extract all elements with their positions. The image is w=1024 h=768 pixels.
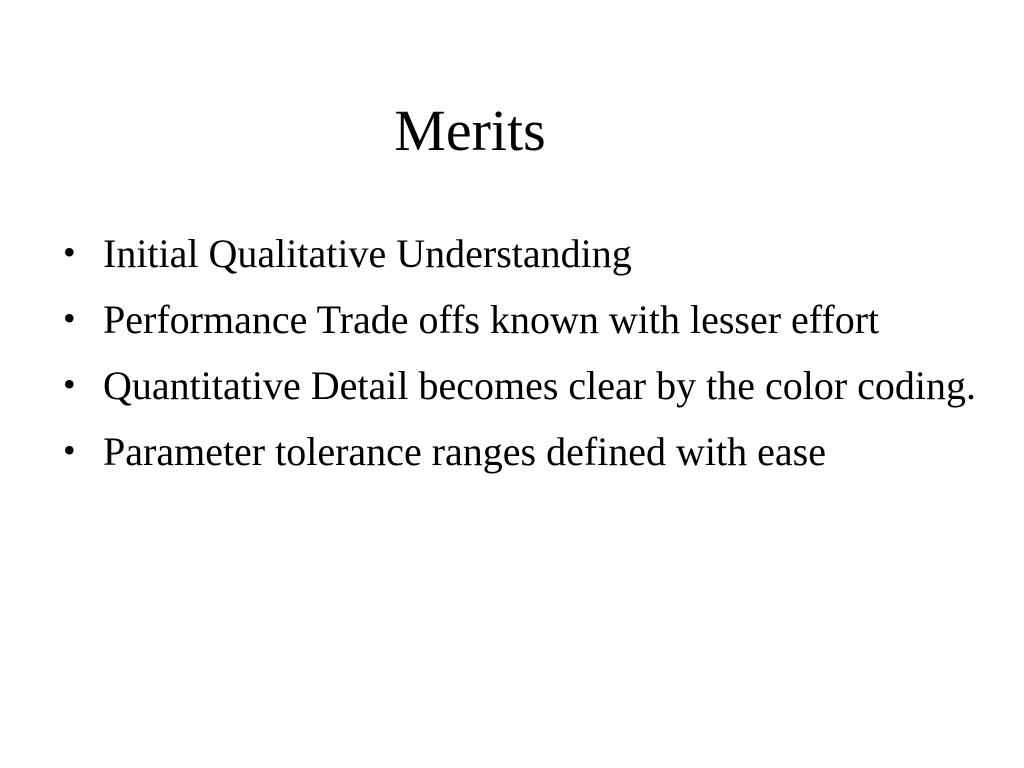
bullet-text: Performance Trade offs known with lesser effort bbox=[103, 297, 880, 342]
bullet-list bbox=[63, 230, 983, 494]
bullet-text: Parameter tolerance ranges defined with ease bbox=[103, 429, 826, 474]
bullet-text: Quantitative Detail becomes clear by the color coding. bbox=[103, 363, 977, 408]
bullet-text: Initial Qualitative Understanding bbox=[103, 231, 632, 276]
bullet-item bbox=[63, 230, 983, 278]
bullet-icon: • bbox=[63, 232, 76, 272]
bullet-item bbox=[63, 362, 983, 410]
bullet-icon: • bbox=[63, 298, 76, 338]
bullet-icon: • bbox=[63, 430, 76, 470]
slide-title: Merits bbox=[394, 98, 546, 163]
bullet-item bbox=[63, 296, 983, 344]
bullet-item bbox=[63, 428, 983, 476]
bullet-icon: • bbox=[63, 364, 76, 404]
